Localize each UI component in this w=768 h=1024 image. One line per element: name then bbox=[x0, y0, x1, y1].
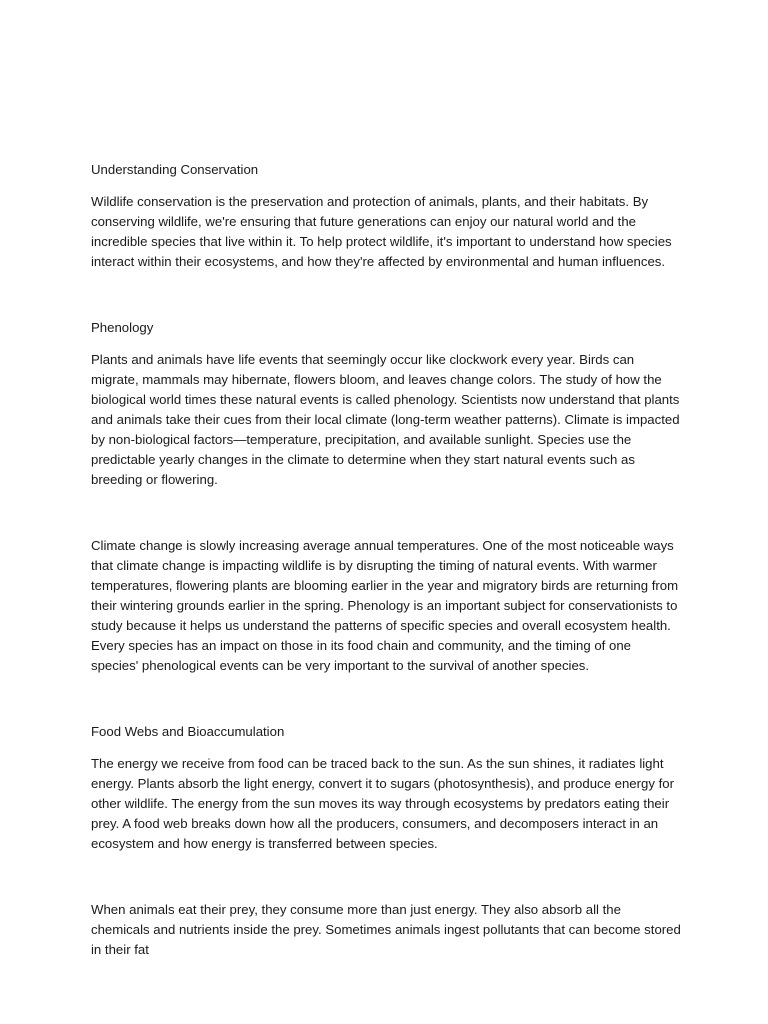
paragraph: Plants and animals have life events that seemingly occur like clockwork every year. Birds can migrate, mammals may hibernate, flowers bloom, and leaves change colors. The study of how the biological world times these natural events is called phenology. Scientists now understand that plants and animals take their cues from their local climate (long-term weather patterns). Climate is impacted by non-biological factors—temperature, precipitation, and available sunlight. Species use the predictable yearly changes in the climate to determine when they start natural events such as breeding or flowering. bbox=[91, 352, 680, 487]
section-phenology bbox=[91, 318, 681, 676]
document-body bbox=[91, 160, 681, 960]
section-heading: Food Webs and Bioaccumulation bbox=[91, 724, 285, 739]
section-heading: Understanding Conservation bbox=[91, 162, 259, 177]
section-heading: Phenology bbox=[91, 320, 154, 335]
section-food-webs bbox=[91, 722, 681, 960]
paragraph: When animals eat their prey, they consume more than just energy. They also absorb all the chemicals and nutrients inside the prey. Sometimes animals ingest pollutants that can become stored in their fat bbox=[91, 902, 681, 957]
paragraph: Climate change is slowly increasing average annual temperatures. One of the most noticeable ways that climate change is impacting wildlife is by disrupting the timing of natural events. With warmer temperatures, flowering plants are blooming earlier in the year and migratory birds are returning from their wintering grounds earlier in the spring. Phenology is an important subject for conservationists to study because it helps us understand the patterns of specific species and overall ecosystem health. Every species has an impact on those in its food chain and community, and the timing of one species' phenological events can be very important to the survival of another species. bbox=[91, 538, 679, 673]
section-understanding-conservation bbox=[91, 160, 681, 272]
paragraph: Wildlife conservation is the preservation and protection of animals, plants, and their habitats. By conserving wildlife, we're ensuring that future generations can enjoy our natural world and the incredible species that live within it. To help protect wildlife, it's important to understand how species interact within their ecosystems, and how they're affected by environmental and human influences. bbox=[91, 194, 672, 269]
paragraph: The energy we receive from food can be traced back to the sun. As the sun shines, it radiates light energy. Plants absorb the light energy, convert it to sugars (photosynthesis), and produce energy for other wildlife. The energy from the sun moves its way through ecosystems by predators eating their prey. A food web breaks down how all the producers, consumers, and decomposers interact in an ecosystem and how energy is transferred between species. bbox=[91, 756, 675, 851]
